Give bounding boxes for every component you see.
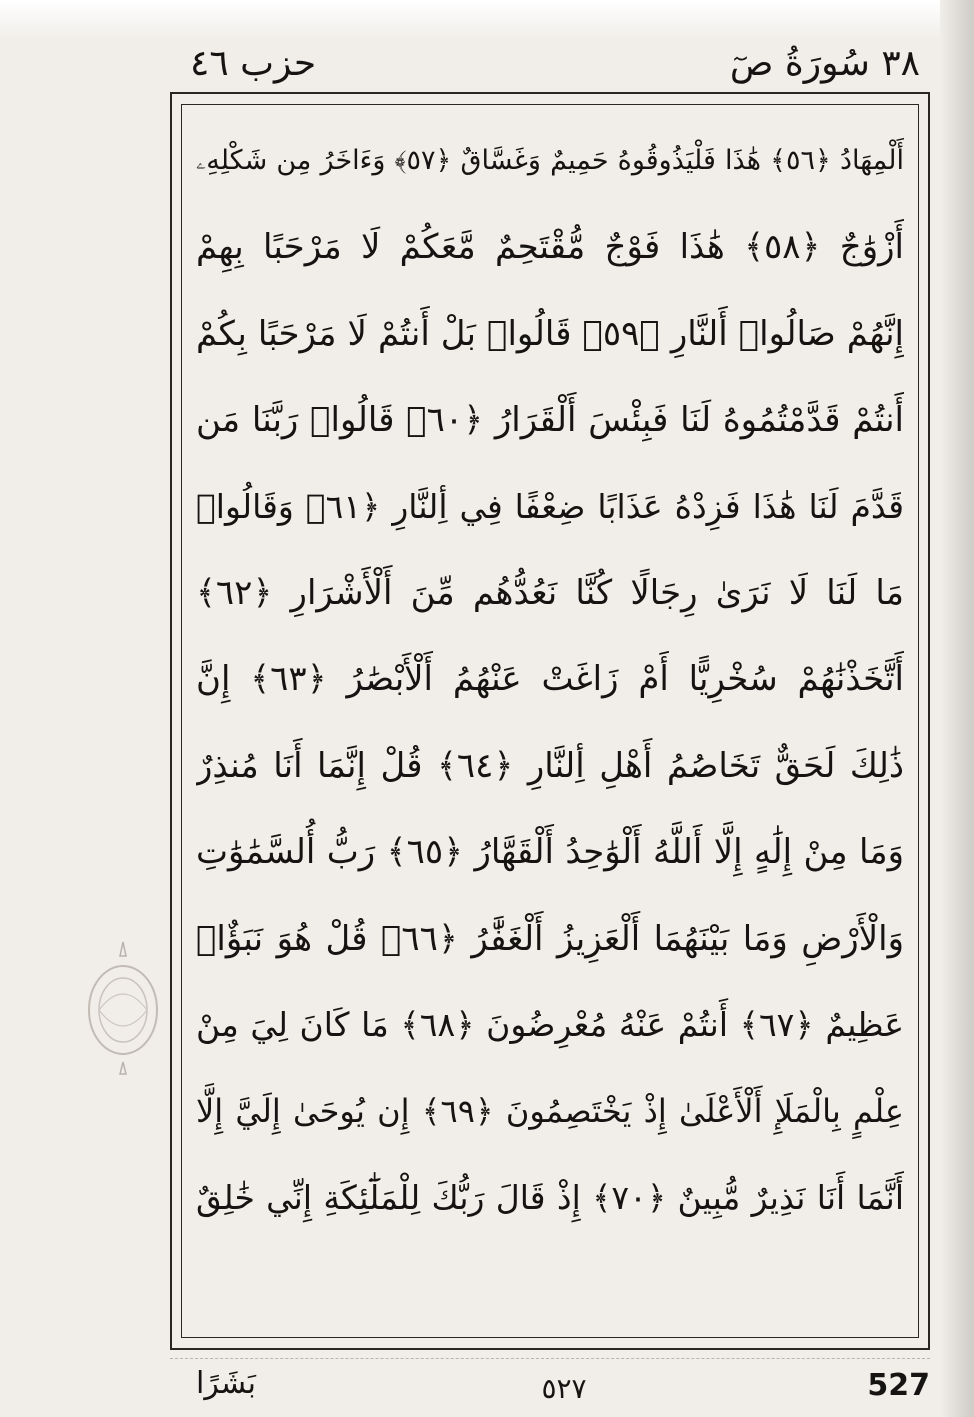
text-line: أَنتُمْ قَدَّمْتُمُوهُ لَنَا فَبِئْسَ أَلْقَرَارُ ﴿٦٠﴾ قَالُوا۟ رَبَّنَا مَن: [196, 400, 904, 441]
text-line: أَتَّخَذْنَٰهُمْ سُخْرِيًّا أَمْ زَاغَتْ عَنْهُمُ أَلْأَبْصَٰرُ ﴿٦٣﴾ إِنَّ: [196, 659, 904, 700]
page-top-edge: [0, 0, 974, 40]
hizb-label: حزب ٤٦: [190, 43, 317, 84]
text-line: مَا لَنَا لَا نَرَىٰ رِجَالًا كُنَّا نَعُدُّهُم مِّنَ أَلْأَشْرَارِ ﴿٦٢﴾: [196, 572, 904, 613]
text-line: ذَٰلِكَ لَحَقٌّ تَخَاصُمُ أَهْلِ أِلنَّارِ ﴿٦٤﴾ قُلْ إِنَّمَا أَنَا مُنذِرٌ: [196, 745, 904, 786]
hizb-ornament-icon: [84, 938, 162, 1078]
footer-divider: [170, 1358, 930, 1359]
text-line: أَلْمِهَادُ ﴿٥٦﴾ هَٰذَا فَلْيَذُوقُوهُ حَمِيمٌ وَغَسَّاقٌ ﴿٥٧﴾ وَءَاخَرُ مِن شَكْلِهِۦ: [196, 145, 904, 176]
text-line: أَنَّمَا أَنَا نَذِيرٌ مُّبِينٌ ﴿٧٠﴾ إِذْ قَالَ رَبُّكَ لِلْمَلَٰٓئِكَةِ إِنِّي خَٰلِقٌ: [196, 1177, 904, 1217]
page-binding-shadow: [940, 0, 974, 1417]
text-line: أَزْوَٰجٌ ﴿٥٨﴾ هَٰذَا فَوْجٌ مُّقْتَحِمٌ مَّعَكُمْ لَا مَرْحَبًا بِهِمْ: [196, 227, 904, 268]
text-line: إِنَّهُمْ صَالُوا۟ أَلنَّارِ ﴿٥٩﴾ قَالُوا۟ بَلْ أَنتُمْ لَا مَرْحَبًا بِكُمْ: [196, 313, 904, 354]
quran-text-block: [196, 118, 904, 1328]
surah-title: ٣٨ سُورَةُ صٓ: [729, 43, 920, 84]
page-header: [170, 40, 930, 88]
text-line: عِلْمٍ بِالْمَلَإِ أَلْأَعْلَىٰ إِذْ يَخْتَصِمُونَ ﴿٦٩﴾ إِن يُوحَىٰ إِلَيَّ إِلَّا: [196, 1092, 904, 1131]
text-line: وَالْأَرْضِ وَمَا بَيْنَهُمَا أَلْعَزِيزُ أَلْغَفَّٰرُ ﴿٦٦﴾ قُلْ هُوَ نَبَؤٌا۟: [196, 918, 904, 959]
page-number-arabic: ٥٢٧: [541, 1372, 587, 1405]
text-line: عَظِيمٌ ﴿٦٧﴾ أَنتُمْ عَنْهُ مُعْرِضُونَ ﴿٦٨﴾ مَا كَانَ لِيَ مِنْ: [196, 1004, 904, 1044]
page-number: 527: [867, 1368, 930, 1403]
catchword: بَشَرًا: [196, 1366, 256, 1401]
text-line: وَمَا مِنْ إِلَٰهٍ إِلَّا أَللَّهُ أَلْوَٰحِدُ أَلْقَهَّارُ ﴿٦٥﴾ رَبُّ أُلسَّمَٰوَٰتِ: [196, 832, 904, 873]
text-line: قَدَّمَ لَنَا هَٰذَا فَزِدْهُ عَذَابًا ضِعْفًا فِي أِلنَّارِ ﴿٦١﴾ وَقَالُوا۟: [196, 486, 904, 526]
